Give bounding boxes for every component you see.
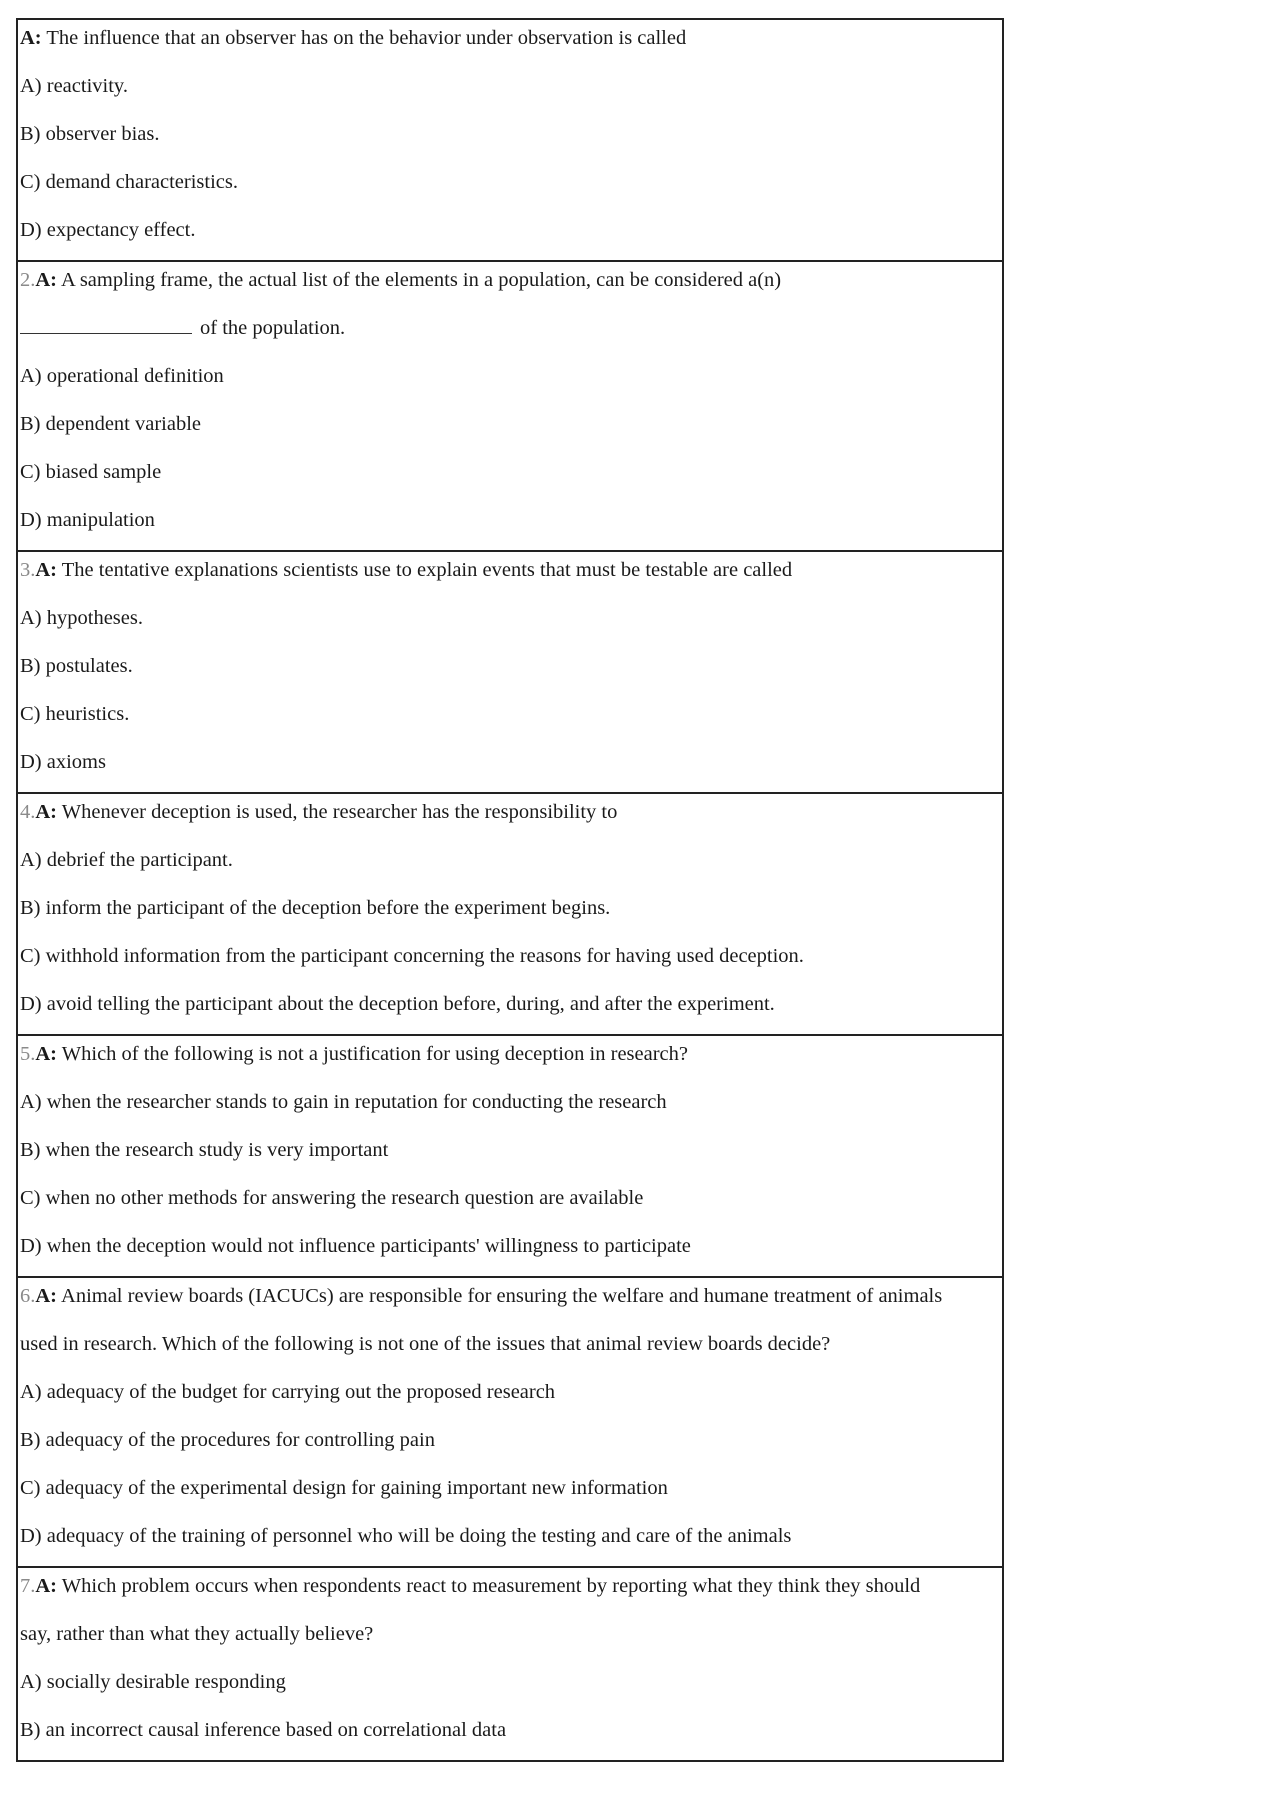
question-text: The influence that an observer has on the behavior under observation is called (46, 27, 687, 49)
answer-prefix: A: (35, 801, 58, 823)
question-number: 7. (20, 1575, 36, 1597)
question-number: 3. (20, 559, 36, 581)
answer-prefix: A: (20, 27, 42, 49)
question-text: A sampling frame, the actual list of the elements in a population, can be considered a(n) (61, 269, 782, 291)
option-a: A) reactivity. (20, 75, 128, 97)
option-c: C) when no other methods for answering the research question are available (20, 1187, 644, 1209)
question-text-continued: say, rather than what they actually believe? (20, 1623, 374, 1645)
answer-prefix: A: (35, 1285, 58, 1307)
option-d: D) adequacy of the training of personnel who will be doing the testing and care of the animals (20, 1525, 792, 1547)
question-text-continued: used in research. Which of the following is not one of the issues that animal review boards decide? (20, 1333, 831, 1355)
question-stem (20, 266, 1002, 294)
question-number: 5. (20, 1043, 36, 1065)
option-d: D) avoid telling the participant about the deception before, during, and after the experiment. (20, 993, 775, 1015)
question-number: 6. (20, 1285, 36, 1307)
option-a: A) operational definition (20, 365, 224, 387)
option-a: A) hypotheses. (20, 607, 143, 629)
question-text: Which problem occurs when respondents react to measurement by reporting what they think they should (61, 1575, 921, 1597)
option-b: B) when the research study is very important (20, 1139, 389, 1161)
question-cell-5 (18, 1034, 1002, 1276)
quiz-table (16, 18, 1004, 1762)
question-text: Whenever deception is used, the researcher has the responsibility to (61, 801, 618, 823)
option-c: C) demand characteristics. (20, 171, 239, 193)
question-stem (20, 1040, 1002, 1068)
question-cell-4 (18, 792, 1002, 1034)
option-b: B) an incorrect causal inference based on correlational data (20, 1719, 507, 1741)
option-b: B) inform the participant of the deception before the experiment begins. (20, 897, 611, 919)
question-stem (20, 556, 1002, 584)
option-b: B) observer bias. (20, 123, 160, 145)
question-text-continued: of the population. (200, 317, 346, 339)
question-cell-2 (18, 260, 1002, 550)
answer-prefix: A: (35, 1575, 58, 1597)
option-d: D) expectancy effect. (20, 219, 196, 241)
question-stem (20, 1282, 1002, 1310)
question-stem (20, 798, 1002, 826)
question-number: 4. (20, 801, 36, 823)
option-a: A) when the researcher stands to gain in reputation for conducting the research (20, 1091, 667, 1113)
question-cell-1 (18, 24, 1002, 260)
question-cell-7 (18, 1566, 1002, 1760)
option-c: C) adequacy of the experimental design for gaining important new information (20, 1477, 668, 1499)
option-d: D) when the deception would not influence participants' willingness to participate (20, 1235, 691, 1257)
answer-prefix: A: (35, 1043, 58, 1065)
option-a: A) socially desirable responding (20, 1671, 286, 1693)
question-text: Animal review boards (IACUCs) are responsible for ensuring the welfare and humane treatment of animals (61, 1285, 943, 1307)
option-b: B) postulates. (20, 655, 133, 677)
fill-in-blank (20, 317, 192, 334)
option-b: B) dependent variable (20, 413, 202, 435)
option-b: B) adequacy of the procedures for controlling pain (20, 1429, 435, 1451)
option-c: C) withhold information from the participant concerning the reasons for having used deception. (20, 945, 804, 967)
option-c: C) biased sample (20, 461, 162, 483)
option-a: A) adequacy of the budget for carrying out the proposed research (20, 1381, 556, 1403)
option-d: D) axioms (20, 751, 106, 773)
answer-prefix: A: (35, 269, 58, 291)
question-text: Which of the following is not a justification for using deception in research? (61, 1043, 688, 1065)
option-d: D) manipulation (20, 509, 155, 531)
option-c: C) heuristics. (20, 703, 130, 725)
question-stem (20, 24, 1002, 52)
question-text: The tentative explanations scientists use to explain events that must be testable are called (61, 559, 793, 581)
option-a: A) debrief the participant. (20, 849, 233, 871)
question-stem-continued (20, 304, 1002, 352)
answer-prefix: A: (35, 559, 58, 581)
question-cell-6 (18, 1276, 1002, 1566)
question-cell-3 (18, 550, 1002, 792)
question-stem (20, 1572, 1002, 1600)
question-number: 2. (20, 269, 36, 291)
